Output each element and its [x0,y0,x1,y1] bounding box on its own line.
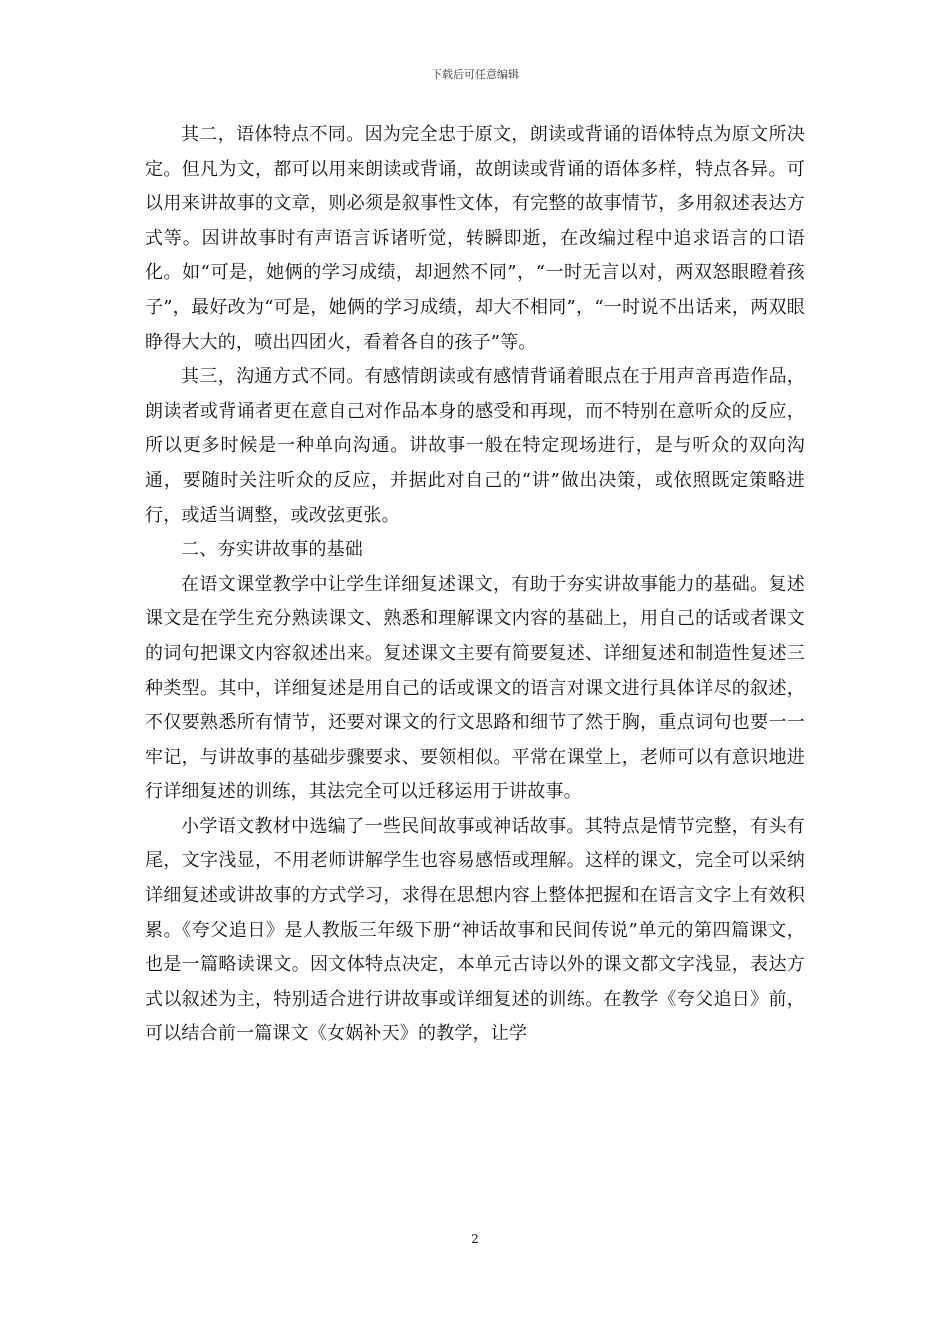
paragraph-register-difference: 其二，语体特点不同。因为完全忠于原文，朗读或背诵的语体特点为原文所决定。但凡为文，都可以用来朗读或背诵，故朗读或背诵的语体多样，特点各异。可以用来讲故事的文章，则必须是叙事性文体，有完整的故事情节，多用叙述表达方式等。因讲故事时有声语言诉诸听觉，转瞬即逝，在改编过程中追求语言的口语化。如“可是，她俩的学习成绩，却迥然不同”，“一时无言以对，两双怒眼瞪着孩子”，最好改为“可是，她俩的学习成绩，却大不相同”，“一时说不出话来，两双眼睁得大大的，喷出四团火，看着各自的孩子”等。 [145,124,805,353]
paragraph-communication-difference: 其三，沟通方式不同。有感情朗读或有感情背诵着眼点在于用声音再造作品，朗读者或背诵者更在意自己对作品本身的感受和再现，而不特别在意听众的反应，所以更多时候是一种单向沟通。讲故事一般在特定现场进行，是与听众的双向沟通，要随时关注听众的反应，并据此对自己的“讲”做出决策，或依照既定策略进行，或适当调整，或改弦更张。 [145,366,805,526]
paragraph-retelling-foundation: 在语文课堂教学中让学生详细复述课文，有助于夯实讲故事能力的基础。复述课文是在学生充分熟读课文、熟悉和理解课文内容的基础上，用自己的话或者课文的词句把课文内容叙述出来。复述课文主要有简要复述、详细复述和制造性复述三种类型。其中，详细复述是用自己的话或课文的语言对课文进行具体详尽的叙述，不仅要熟悉所有情节，还要对课文的行文思路和细节了然于胸，重点词句也要一一牢记，与讲故事的基础步骤要求、要领相似。平常在课堂上，老师可以有意识地进行详细复述的训练，其法完全可以迁移运用于讲故事。 [145,573,805,803]
section-heading: 二、夯实讲故事的基础 [181,539,363,561]
page-header: 下载后可任意编辑 [431,68,519,81]
paragraph-textbook-stories: 小学语文教材中选编了一些民间故事或神话故事。其特点是情节完整，有头有尾，文字浅显，不用老师讲解学生也容易感悟或理解。这样的课文，完全可以采纳详细复述或讲故事的方式学习，求得在思想内容上整体把握和在语言文字上有效积累。《夸父追日》是人教版三年级下册“神话故事和民间传说”单元的第四篇课文，也是一篇略读课文。因文体特点决定，本单元古诗以外的课文都文字浅显，表达方式以叙述为主，特别适合进行讲故事或详细复述的训练。在教学《夸父追日》前，可以结合前一篇课文《女娲补天》的教学，让学 [145,815,805,1045]
page-number: 2 [471,1232,479,1246]
document-body [145,118,805,1052]
